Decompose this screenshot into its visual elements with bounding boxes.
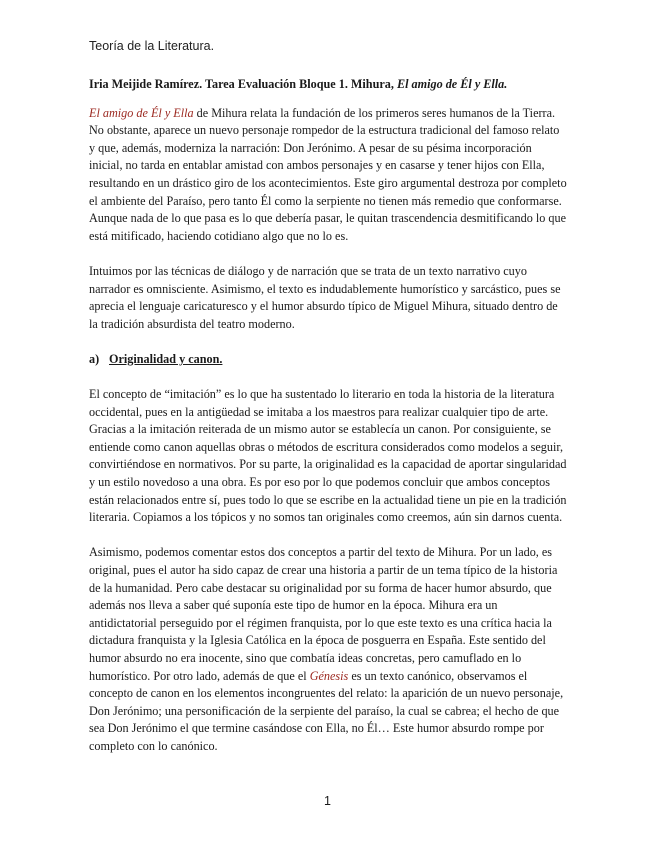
paragraph-4-emphasis: Génesis xyxy=(309,668,349,683)
paragraph-4-text-after: es un texto canónico, observamos el concepto de canon en los elementos incongruentes del relato: la aparición de un nuevo personaje, Don Jerónimo; una personificación de la serpiente del paraíso, la cual se cabrea; el hecho de que sea Don Jerónimo el que termine casándose con Ella, no Él… Este humor absurdo rompe por completo con lo canónico. xyxy=(89,668,564,753)
paragraph-4 xyxy=(89,544,567,755)
paragraph-4-text-before: Asimismo, podemos comentar estos dos conceptos a partir del texto de Mihura. Por un lado, es original, pues el autor ha sido capaz de crear una historia a partir de un tema típico de la historia de la humanidad. Pero cabe destacar su originalidad por su forma de hacer humor absurdo, que además nos lleva a saber qué suponía este tipo de humor en la época. Mihura era un antidictatorial perseguido por el régimen franquista, por lo que este texto es una crítica hacia la dictadura franquista y la Iglesia Católica en la época de posguerra en España. Este sentido del humor absurdo no era inocente, sino que combatía ideas concretas, pero camuflado en lo humorístico. Por otro lado, además de que el xyxy=(89,545,558,683)
page-header: Teoría de la Literatura. xyxy=(89,39,215,53)
paragraph-2: Intuimos por las técnicas de diálogo y de narración que se trata de un texto narrativo cuyo narrador es omnisciente. Asimismo, el texto es indudablemente humorístico y sarcástico, pues se aprecia el lenguaje caricaturesco y el humor absurdo típico de Miguel Mihura, situado dentro de la tradición absurdista del teatro moderno. xyxy=(89,263,561,331)
title-work: El amigo de Él y Ella. xyxy=(396,77,508,91)
page-number: 1 xyxy=(324,794,331,808)
paragraph-1 xyxy=(89,105,567,246)
document-title xyxy=(89,76,567,94)
paragraph-1-text: de Mihura relata la fundación de los primeros seres humanos de la Tierra. No obstante, aparece un nuevo personaje rompedor de la estructura tradicional del famoso relato y que, además, moderniza la narración: Don Jerónimo. A pesar de su pésima incorporación inicial, no tarda en entablar amistad con ambos personajes y en casarse y tener hijos con Ella, resultando en un drástico giro de los acontecimientos. Este giro argumental destroza por completo el ambiente del Paraíso, pero tanto Él como la serpiente no tienen más remedio que conformarse. Aunque nada de lo que pasa es lo que debería pasar, le quitan trascendencia desmitificando lo que está mitificado, haciendo cotidiano algo que no lo es. xyxy=(89,105,567,243)
paragraph-3: El concepto de “imitación” es lo que ha sustentado lo literario en toda la historia de la literatura occidental, pues en la antigüedad se imitaba a los maestros para realizar cualquier tipo de arte. Gracias a la imitación reiterada de un mismo autor se establecía un canon. Por consiguiente, se entiende como canon aquellas obras o métodos de escritura considerados como modelos a seguir, convirtiéndose en normativos. Por su parte, la originalidad es la capacidad de aportar singularidad y un estilo novedoso a una obra. Es por eso por lo que podemos concluir que ambos conceptos están relacionados entre sí, pues todo lo que se escribe en la actualidad tiene un pie en la tradición literaria. Copiamos a los tópicos y no somos tan originales como creemos, aún sin darnos cuenta. xyxy=(89,387,567,525)
section-letter: a) xyxy=(89,351,100,366)
title-prefix: Iria Meijide Ramírez. Tarea Evaluación Bloque 1. Mihura, xyxy=(89,77,397,91)
section-label: Originalidad y canon. xyxy=(109,351,223,366)
paragraph-1-lead: El amigo de Él y Ella xyxy=(89,105,194,120)
document-body xyxy=(89,76,567,773)
section-heading-a xyxy=(89,351,567,369)
